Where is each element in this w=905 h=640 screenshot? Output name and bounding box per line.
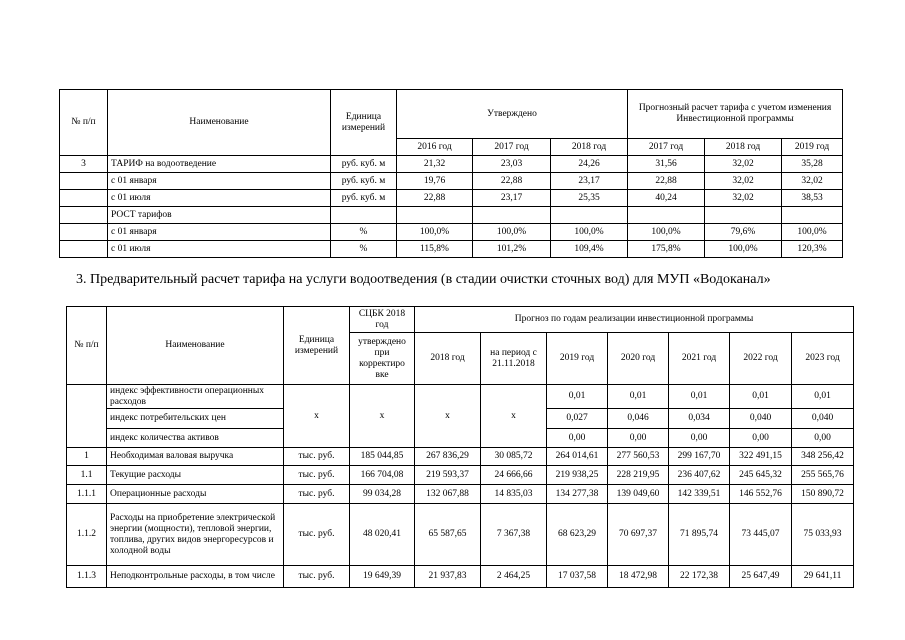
row-num: 1.1.2 bbox=[67, 504, 107, 566]
section-heading: 3. Предварительный расчет тарифа на услуги водоотведения (в стадии очистки сточных вод) для МУП «Водоканал» bbox=[76, 272, 771, 287]
cell-value: 142 339,51 bbox=[669, 485, 730, 504]
row-name: с 01 января bbox=[108, 224, 331, 241]
row-unit: руб. куб. м bbox=[331, 156, 397, 173]
table-row bbox=[60, 224, 843, 241]
cell-value: 0,046 bbox=[608, 409, 669, 429]
cell-value: 267 836,29 bbox=[415, 448, 481, 466]
cell-value: 175,8% bbox=[628, 241, 705, 258]
cell-value: 115,8% bbox=[397, 241, 473, 258]
cell-value: 0,040 bbox=[730, 409, 792, 429]
cell-value: 40,24 bbox=[628, 190, 705, 207]
table-row bbox=[67, 448, 854, 466]
row-name: Текущие расходы bbox=[107, 466, 284, 485]
cell-value: 0,00 bbox=[792, 429, 854, 448]
row-unit: тыс. руб. bbox=[284, 485, 350, 504]
cell-value: 25,35 bbox=[551, 190, 628, 207]
header-stbk: СЦБК 2018 год bbox=[350, 307, 415, 333]
header-num: № п/п bbox=[60, 90, 108, 156]
cell-value: 30 085,72 bbox=[481, 448, 547, 466]
header-year: 2018 год bbox=[551, 139, 628, 156]
row-num: 1.1.3 bbox=[67, 566, 107, 588]
cell-value: 32,02 bbox=[705, 190, 782, 207]
row-unit: тыс. руб. bbox=[284, 448, 350, 466]
cell-value: 100,0% bbox=[705, 241, 782, 258]
tariff-table-2 bbox=[66, 306, 854, 588]
header-approved-corr: утверждено при корректиро вке bbox=[350, 333, 415, 385]
table-row bbox=[60, 190, 843, 207]
cell-value: 245 645,32 bbox=[730, 466, 792, 485]
cell-value: 22,88 bbox=[628, 173, 705, 190]
cell-value: 134 277,38 bbox=[547, 485, 608, 504]
row-unit bbox=[331, 207, 397, 224]
cell-value: 31,56 bbox=[628, 156, 705, 173]
cell-value: 277 560,53 bbox=[608, 448, 669, 466]
cell-value: 22,88 bbox=[473, 173, 551, 190]
row-name: индекс эффективности операционных расходов bbox=[107, 385, 284, 409]
row-name: с 01 июля bbox=[108, 241, 331, 258]
cell-value: 24 666,66 bbox=[481, 466, 547, 485]
row-name: Операционные расходы bbox=[107, 485, 284, 504]
row-name: Необходимая валовая выручка bbox=[107, 448, 284, 466]
row-num: 1 bbox=[67, 448, 107, 466]
table-row bbox=[60, 207, 843, 224]
cell-value: 322 491,15 bbox=[730, 448, 792, 466]
row-num: 1.1.1 bbox=[67, 485, 107, 504]
row-num bbox=[60, 224, 108, 241]
cell-value: 348 256,42 bbox=[792, 448, 854, 466]
cell-value bbox=[628, 207, 705, 224]
cell-value: 100,0% bbox=[628, 224, 705, 241]
header-year: 2019 год bbox=[547, 333, 608, 385]
header-year: 2016 год bbox=[397, 139, 473, 156]
header-year: 2017 год bbox=[628, 139, 705, 156]
cell-value: 0,01 bbox=[730, 385, 792, 409]
cell-value: 0,01 bbox=[608, 385, 669, 409]
header-year: 2018 год bbox=[705, 139, 782, 156]
cell-value: 73 445,07 bbox=[730, 504, 792, 566]
cell-value: 22 172,38 bbox=[669, 566, 730, 588]
cell-value: 0,00 bbox=[547, 429, 608, 448]
cell-value: 68 623,29 bbox=[547, 504, 608, 566]
cell-value: 70 697,37 bbox=[608, 504, 669, 566]
table-row bbox=[67, 566, 854, 588]
cell-value: 32,02 bbox=[705, 173, 782, 190]
row-name: Неподконтрольные расходы, в том числе bbox=[107, 566, 284, 588]
cell-value: 75 033,93 bbox=[792, 504, 854, 566]
cell-value: 139 049,60 bbox=[608, 485, 669, 504]
cell-value: 23,17 bbox=[473, 190, 551, 207]
row-num bbox=[67, 385, 107, 448]
cell-value: 0,027 bbox=[547, 409, 608, 429]
cell-value: 219 938,25 bbox=[547, 466, 608, 485]
cell-value: 100,0% bbox=[473, 224, 551, 241]
cell-value: 25 647,49 bbox=[730, 566, 792, 588]
header-approved: Утверждено bbox=[397, 90, 628, 139]
row-name: индекс потребительских цен bbox=[107, 409, 284, 429]
cell-value: 2 464,25 bbox=[481, 566, 547, 588]
header-year: 2017 год bbox=[473, 139, 551, 156]
row-unit: руб. куб. м bbox=[331, 190, 397, 207]
row-name: ТАРИФ на водоотведение bbox=[108, 156, 331, 173]
index-x: х bbox=[415, 385, 481, 448]
cell-value: 0,00 bbox=[669, 429, 730, 448]
cell-value: 35,28 bbox=[782, 156, 843, 173]
cell-value bbox=[782, 207, 843, 224]
cell-value: 0,040 bbox=[792, 409, 854, 429]
cell-value: 236 407,62 bbox=[669, 466, 730, 485]
header-forecast: Прогнозный расчет тарифа с учетом изменения Инвестиционной программы bbox=[628, 90, 843, 139]
cell-value: 14 835,03 bbox=[481, 485, 547, 504]
row-name: Расходы на приобретение электрической энергии (мощности), тепловой энергии, топлива, других видов энергоресурсов и холодной воды bbox=[107, 504, 284, 566]
header-name: Наименование bbox=[107, 307, 284, 385]
cell-value: 100,0% bbox=[782, 224, 843, 241]
cell-value: 255 565,76 bbox=[792, 466, 854, 485]
cell-value bbox=[397, 207, 473, 224]
cell-value: 0,00 bbox=[730, 429, 792, 448]
index-x: х bbox=[284, 385, 350, 448]
cell-value: 0,034 bbox=[669, 409, 730, 429]
index-x: х bbox=[350, 385, 415, 448]
cell-value: 48 020,41 bbox=[350, 504, 415, 566]
cell-value: 22,88 bbox=[397, 190, 473, 207]
cell-value: 32,02 bbox=[705, 156, 782, 173]
row-name: с 01 января bbox=[108, 173, 331, 190]
cell-value: 100,0% bbox=[397, 224, 473, 241]
table-row bbox=[60, 156, 843, 173]
table-row bbox=[67, 485, 854, 504]
cell-value: 101,2% bbox=[473, 241, 551, 258]
header-period: на период с 21.11.2018 bbox=[481, 333, 547, 385]
cell-value: 100,0% bbox=[551, 224, 628, 241]
cell-value: 23,03 bbox=[473, 156, 551, 173]
cell-value bbox=[551, 207, 628, 224]
table-row bbox=[60, 173, 843, 190]
cell-value: 150 890,72 bbox=[792, 485, 854, 504]
cell-value: 299 167,70 bbox=[669, 448, 730, 466]
tariff-table-1 bbox=[59, 89, 843, 258]
row-name: индекс количества активов bbox=[107, 429, 284, 448]
row-name: РОСТ тарифов bbox=[108, 207, 331, 224]
header-year: 2021 год bbox=[669, 333, 730, 385]
row-unit: тыс. руб. bbox=[284, 504, 350, 566]
cell-value: 264 014,61 bbox=[547, 448, 608, 466]
header-year: 2020 год bbox=[608, 333, 669, 385]
cell-value: 120,3% bbox=[782, 241, 843, 258]
row-num bbox=[60, 241, 108, 258]
row-unit: тыс. руб. bbox=[284, 466, 350, 485]
cell-value: 17 037,58 bbox=[547, 566, 608, 588]
header-year: 2023 год bbox=[792, 333, 854, 385]
cell-value: 18 472,98 bbox=[608, 566, 669, 588]
cell-value: 79,6% bbox=[705, 224, 782, 241]
cell-value: 65 587,65 bbox=[415, 504, 481, 566]
row-num bbox=[60, 207, 108, 224]
cell-value: 99 034,28 bbox=[350, 485, 415, 504]
table-row bbox=[60, 241, 843, 258]
row-unit: руб. куб. м bbox=[331, 173, 397, 190]
table-row bbox=[67, 385, 854, 409]
row-unit: % bbox=[331, 224, 397, 241]
cell-value: 24,26 bbox=[551, 156, 628, 173]
cell-value: 0,00 bbox=[608, 429, 669, 448]
cell-value: 132 067,88 bbox=[415, 485, 481, 504]
cell-value bbox=[705, 207, 782, 224]
cell-value: 71 895,74 bbox=[669, 504, 730, 566]
row-num bbox=[60, 190, 108, 207]
table-row bbox=[67, 466, 854, 485]
cell-value: 146 552,76 bbox=[730, 485, 792, 504]
cell-value: 23,17 bbox=[551, 173, 628, 190]
cell-value: 0,01 bbox=[792, 385, 854, 409]
table-row bbox=[67, 504, 854, 566]
cell-value: 7 367,38 bbox=[481, 504, 547, 566]
header-name: Наименование bbox=[108, 90, 331, 156]
cell-value: 0,01 bbox=[547, 385, 608, 409]
cell-value: 228 219,95 bbox=[608, 466, 669, 485]
row-num bbox=[60, 173, 108, 190]
header-forecast: Прогноз по годам реализации инвестиционной программы bbox=[415, 307, 854, 333]
index-x: х bbox=[481, 385, 547, 448]
cell-value: 166 704,08 bbox=[350, 466, 415, 485]
cell-value: 38,53 bbox=[782, 190, 843, 207]
cell-value: 29 641,11 bbox=[792, 566, 854, 588]
cell-value: 21,32 bbox=[397, 156, 473, 173]
header-year: 2018 год bbox=[415, 333, 481, 385]
row-unit: тыс. руб. bbox=[284, 566, 350, 588]
cell-value bbox=[473, 207, 551, 224]
cell-value: 19 649,39 bbox=[350, 566, 415, 588]
header-year: 2022 год bbox=[730, 333, 792, 385]
cell-value: 185 044,85 bbox=[350, 448, 415, 466]
cell-value: 19,76 bbox=[397, 173, 473, 190]
header-unit: Единица измерений bbox=[331, 90, 397, 156]
header-unit: Единица измерений bbox=[284, 307, 350, 385]
cell-value: 109,4% bbox=[551, 241, 628, 258]
row-num: 1.1 bbox=[67, 466, 107, 485]
row-num: 3 bbox=[60, 156, 108, 173]
header-num: № п/п bbox=[67, 307, 107, 385]
header-year: 2019 год bbox=[782, 139, 843, 156]
cell-value: 219 593,37 bbox=[415, 466, 481, 485]
cell-value: 0,01 bbox=[669, 385, 730, 409]
cell-value: 32,02 bbox=[782, 173, 843, 190]
row-name: с 01 июля bbox=[108, 190, 331, 207]
row-unit: % bbox=[331, 241, 397, 258]
cell-value: 21 937,83 bbox=[415, 566, 481, 588]
